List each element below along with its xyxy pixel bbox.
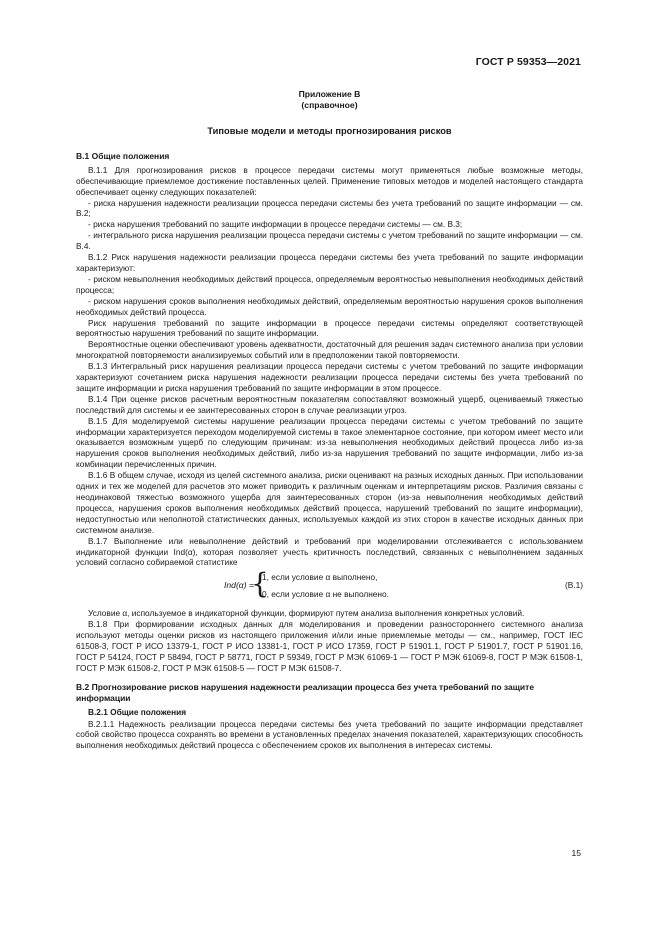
appendix-main-title: Типовые модели и методы прогнозирования рисков xyxy=(207,126,452,136)
paragraph: Условие α, используемое в индикаторной функции, формируют путем анализа выполнения конкретных условий. xyxy=(88,608,525,619)
paragraph: Вероятностные оценки обеспечивают уровень адекватности, достаточный для решения задач системного анализа при условии многократной повторяемости анализируемых событий или в предположении такой повторяемости. xyxy=(76,339,583,361)
list-item: - риском невыполнения необходимых действий процесса, определяемым вероятностью невыполнения необходимых действий процесса; xyxy=(76,273,583,295)
paragraph: В.1.2 Риск нарушения надежности реализации процесса передачи системы без учета требований по защите информации характеризуют: xyxy=(76,252,583,273)
appendix-title: Приложение В xyxy=(298,89,361,99)
list-item: - риска нарушения надежности реализации процесса передачи системы без учета требований по защите информации — см. В.2; xyxy=(76,197,583,219)
formula-case-2: 0, если условие α не выполнено. xyxy=(262,589,389,600)
formula-case-1: 1, если условие α выполнено, xyxy=(262,572,378,583)
section-b21-title: В.2.1 Общие положения xyxy=(88,706,187,717)
document-body xyxy=(76,89,583,751)
appendix-subtitle: (справочное) xyxy=(301,100,358,110)
list-item: - интегрального риска нарушения реализации процесса передачи системы с учетом требований по защите информации — см. В.4. xyxy=(76,230,583,252)
formula-number: (В.1) xyxy=(565,580,583,591)
paragraph: Риск нарушения требований по защите информации в процессе передачи системы определяют соответствующей вероятностью нарушения требований по защите информации. xyxy=(76,317,583,339)
paragraph: В.1.8 При формировании исходных данных для моделирования и проведении разностороннего системного анализа используют методы оценки рисков из настоящего приложения и/или иные приемлемые методы — см., например, ГОСТ IEC 61508-3, ГОСТ Р ИСО 13379-1, ГОСТ Р ИСО 13381-1, ГОСТ Р ИСО 17359, ГОСТ Р 51901.1, ГОСТ Р 51901.7, ГОСТ Р 51901.16, ГОСТ Р 54124, ГОСТ Р 58494, ГОСТ Р 58771, ГОСТ Р 59349, ГОСТ Р МЭК 61069-1 — ГОСТ Р МЭК 61069-8, ГОСТ Р МЭК 61508-1, ГОСТ Р МЭК 61508-2, ГОСТ Р МЭК 61508-5 — ГОСТ Р МЭК 61508-7. xyxy=(76,619,583,673)
paragraph: В.1.4 При оценке рисков расчетным вероятностным показателям сопоставляют возможный ущерб, оцениваемый тяжестью последствий для системы и ее заинтересованных сторон в случае реализации угроз. xyxy=(76,393,583,415)
paragraph: В.1.7 Выполнение или невыполнение действий и требований при моделировании отслеживается с использованием индикаторной функции Ind(α), которая позволяет учесть критичность последствий, связанных с невыполнением заданных условий согласно собираемой статистике xyxy=(76,535,583,568)
page-number: 15 xyxy=(571,848,581,858)
paragraph: В.2.1.1 Надежность реализации процесса передачи системы без учета требований по защите информации представляет собой свойство процесса сохранять во времени в установленных пределах значения показателей, характеризующих способность выполнения необходимых действий процесса с обеспечением сроков их выполнения в интересах системы. xyxy=(76,718,583,751)
section-b2-title: В.2 Прогнозирование рисков нарушения надежности реализации процесса без учета требований по защите информации xyxy=(76,681,535,703)
paragraph: В.1.1 Для прогнозирования рисков в процессе передачи системы могут применяться любые возможные методы, обеспечивающие приемлемое достижение поставленных целей. Применение типовых методов и моделей настоящего стандарта обеспечивает оценку следующих показателей: xyxy=(76,164,583,197)
paragraph: В.1.3 Интегральный риск нарушения реализации процесса передачи системы с учетом требований по защите информации характеризуют сочетанием риска нарушения надежности реализации процесса передачи системы без учета требований по защите информации и риска нарушения требований по защите информации в этом процессе. xyxy=(76,361,583,393)
list-item: - риска нарушения требований по защите информации в процессе передачи системы — см. В.3; xyxy=(88,219,463,230)
formula-brace: { xyxy=(251,567,269,601)
section-b1-title: В.1 Общие положения xyxy=(76,150,170,161)
formula-lhs: Ind(α) = xyxy=(224,580,254,591)
list-item: - риском нарушения сроков выполнения необходимых действий, определяемым вероятностью нарушения сроков выполнения необходимых действий процесса. xyxy=(76,295,583,317)
document-code: ГОСТ Р 59353—2021 xyxy=(475,56,581,68)
paragraph: В.1.6 В общем случае, исходя из целей системного анализа, риски оценивают на разных исходных данных. При использовании одних и тех же моделей для расчетов это может приводить к различным оценкам и интерпретациям рисков. Различия связаны с неодинаковой тяжестью возможного ущерба для заинтересованных сторон (из-за невыполнения необходимых действий процесса, нарушения сроков выполнения необходимых действий процесса, нарушений требований по защите информации), недоступностью или неполнотой статистических данных, используемых каждой из этих сторон в качестве исходных данных при системном анализе. xyxy=(76,470,583,535)
formula-b1 xyxy=(76,567,583,602)
paragraph: В.1.5 Для моделируемой системы нарушение реализации процесса передачи системы с учетом требований по защите информации характеризуется переходом моделируемой системы в такое элементарное состояние, при котором имеет место или оказывается возможным ущерб по следующим причинам: из-за невыполнения необходимых действий процесса либо из-за нарушения сроков выполнения необходимых действий, либо из-за нарушения требований по защите информации, либо из-за комбинации перечисленных причин. xyxy=(76,415,583,470)
